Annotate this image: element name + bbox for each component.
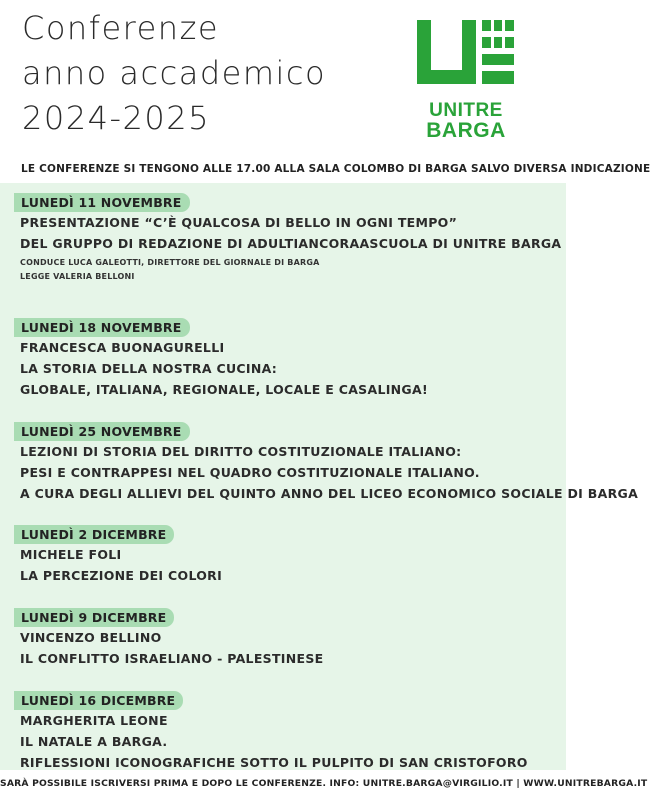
event-line: DEL GRUPPO DI REDAZIONE DI ADULTIANCORAASCUOLA DI UNITRE BARGA [20,236,562,251]
event-line: LA STORIA DELLA NOSTRA CUCINA: [20,361,278,376]
event-item [14,421,638,504]
logo-text-barga: BARGA [426,119,506,142]
event-line: MARGHERITA LEONE [20,713,168,728]
title-line-3: 2024-2025 [22,99,210,137]
unitre-logo [414,18,518,142]
event-line: A CURA DEGLI ALLIEVI DEL QUINTO ANNO DEL LICEO ECONOMICO SOCIALE DI BARGA [20,486,639,501]
event-date: LUNEDÌ 2 DICEMBRE [14,525,174,544]
event-note: LEGGE VALERIA BELLONI [20,272,135,281]
event-date: LUNEDÌ 9 DICEMBRE [14,608,174,627]
event-date: LUNEDÌ 11 NOVEMBRE [14,193,190,212]
event-item [14,317,428,400]
event-note: CONDUCE LUCA GALEOTTI, DIRETTORE DEL GIORNALE DI BARGA [20,258,320,267]
event-line: PESI E CONTRAPPESI NEL QUADRO COSTITUZIONALE ITALIANO. [20,465,480,480]
event-line: PRESENTAZIONE “C’È QUALCOSA DI BELLO IN OGNI TEMPO” [20,215,458,230]
footer-info: SARÀ POSSIBILE ISCRIVERSI PRIMA E DOPO LE CONFERENZE. INFO: UNITRE.BARGA@VIRGILIO.IT | WWW.UNITREBARGA.IT [0,778,648,789]
event-line: LEZIONI DI STORIA DEL DIRITTO COSTITUZIONALE ITALIANO: [20,444,462,459]
event-item [14,192,561,284]
event-line: RIFLESSIONI ICONOGRAFICHE SOTTO IL PULPITO DI SAN CRISTOFORO [20,755,528,770]
page-title [22,6,326,141]
subtitle: LE CONFERENZE SI TENGONO ALLE 17.00 ALLA SALA COLOMBO DI BARGA SALVO DIVERSA INDICAZIONE [21,163,650,175]
event-line: IL NATALE A BARGA. [20,734,168,749]
title-line-2: anno accademico [22,54,327,92]
event-line: FRANCESCA BUONAGURELLI [20,340,225,355]
events-panel [0,183,639,770]
event-date: LUNEDÌ 16 DICEMBRE [14,691,183,710]
event-item [14,524,222,586]
event-item [14,690,528,773]
title-line-1: Conferenze [22,9,220,47]
event-line: LA PERCEZIONE DEI COLORI [20,568,223,583]
event-date: LUNEDÌ 25 NOVEMBRE [14,422,190,441]
event-line: IL CONFLITTO ISRAELIANO - PALESTINESE [20,651,324,666]
event-line: MICHELE FOLI [20,547,122,562]
unitre-logo-mark-icon [414,18,518,98]
event-date: LUNEDÌ 18 NOVEMBRE [14,318,190,337]
event-item [14,607,323,669]
logo-text-unitre: UNITRE [429,100,503,121]
event-line: GLOBALE, ITALIANA, REGIONALE, LOCALE E CASALINGA! [20,382,428,397]
event-line: VINCENZO BELLINO [20,630,162,645]
